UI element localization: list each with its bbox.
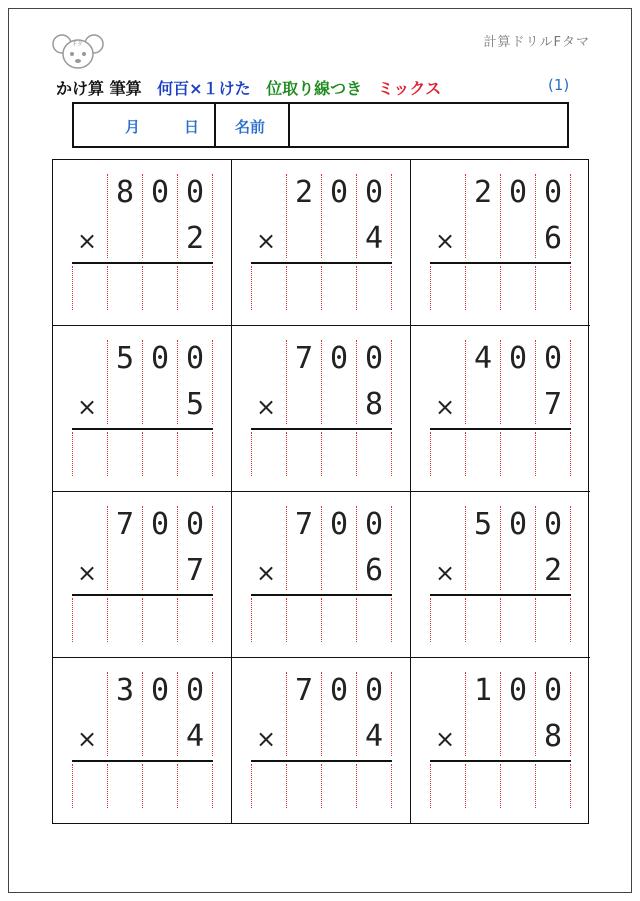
multiplicand-digit: 0 [329, 175, 349, 210]
title-part-guide: 位取り線つき [266, 79, 363, 98]
place-value-guide [570, 672, 571, 756]
multiplicand-digit: 0 [508, 175, 528, 210]
multiplicand-digit: 0 [185, 175, 205, 210]
multiplicand-digit: 1 [473, 673, 493, 708]
answer-area[interactable] [430, 764, 571, 808]
problem-cell [411, 326, 590, 492]
problem-cell [411, 492, 590, 658]
problem-cell [232, 492, 411, 658]
month-label: 月 [125, 118, 141, 136]
sheet-number: (1) [548, 76, 570, 94]
answer-line [430, 760, 571, 762]
times-sign: × [77, 227, 98, 255]
multiplicand-digit: 0 [150, 175, 170, 210]
name-field[interactable] [290, 104, 567, 146]
problem-cell [53, 160, 232, 326]
place-value-guide [391, 174, 392, 258]
multiplicand-digit: 0 [150, 673, 170, 708]
problem-cell [411, 658, 590, 824]
times-sign: × [77, 559, 98, 587]
multiplicand-digit: 0 [150, 507, 170, 542]
times-sign: × [256, 393, 277, 421]
multiplicand-digit: 4 [473, 341, 493, 376]
logo-text: Fタ [73, 41, 83, 48]
multiplicand-digit: 0 [150, 341, 170, 376]
multiplicand-digit: 0 [364, 507, 384, 542]
multiplicand-digit: 0 [185, 341, 205, 376]
name-date-box [72, 102, 569, 148]
brand-label: 計算ドリルFタマ [483, 35, 590, 50]
answer-area[interactable] [430, 432, 571, 476]
multiplier-digit: 2 [185, 221, 205, 256]
multiplier-digit: 8 [543, 719, 563, 754]
multiplicand-digit: 2 [473, 175, 493, 210]
answer-line [430, 428, 571, 430]
answer-line [72, 760, 213, 762]
multiplier-digit: 6 [364, 553, 384, 588]
answer-line [430, 262, 571, 264]
place-value-guide [391, 672, 392, 756]
mouse-face-icon [52, 32, 104, 72]
multiplicand-digit: 0 [185, 507, 205, 542]
multiplicand-digit: 0 [543, 673, 563, 708]
place-value-guide [570, 340, 571, 424]
multiplicand-digit: 7 [115, 507, 135, 542]
answer-area[interactable] [251, 432, 392, 476]
multiplicand-digit: 2 [294, 175, 314, 210]
problem-cell [53, 326, 232, 492]
name-label-cell [216, 104, 290, 146]
multiplicand-digit: 5 [115, 341, 135, 376]
answer-line [251, 428, 392, 430]
answer-line [72, 262, 213, 264]
place-value-guide [391, 506, 392, 590]
answer-line [251, 594, 392, 596]
multiplicand-digit: 0 [543, 507, 563, 542]
multiplicand-digit: 0 [508, 341, 528, 376]
multiplier-digit: 4 [185, 719, 205, 754]
times-sign: × [256, 227, 277, 255]
worksheet-title [56, 76, 451, 99]
multiplier-digit: 4 [364, 719, 384, 754]
problem-cell [411, 160, 590, 326]
multiplicand-digit: 0 [364, 673, 384, 708]
multiplicand-digit: 0 [543, 175, 563, 210]
answer-line [430, 594, 571, 596]
times-sign: × [77, 725, 98, 753]
title-part-mix: ミックス [377, 79, 442, 98]
multiplicand-digit: 0 [329, 673, 349, 708]
answer-line [251, 262, 392, 264]
place-value-guide [212, 672, 213, 756]
multiplicand-digit: 0 [543, 341, 563, 376]
answer-area[interactable] [251, 764, 392, 808]
multiplicand-digit: 0 [508, 673, 528, 708]
multiplier-digit: 8 [364, 387, 384, 422]
multiplicand-digit: 0 [364, 341, 384, 376]
multiplier-digit: 2 [543, 553, 563, 588]
times-sign: × [256, 559, 277, 587]
title-part-operation: かけ算 筆算 [56, 79, 142, 98]
multiplicand-digit: 0 [508, 507, 528, 542]
multiplier-digit: 5 [185, 387, 205, 422]
place-value-guide [212, 340, 213, 424]
times-sign: × [435, 559, 456, 587]
multiplier-digit: 7 [185, 553, 205, 588]
day-label: 日 [184, 118, 200, 136]
answer-area[interactable] [72, 598, 213, 642]
problem-cell [53, 658, 232, 824]
problem-cell [53, 492, 232, 658]
name-label: 名前 [235, 118, 266, 136]
answer-area[interactable] [430, 598, 571, 642]
place-value-guide [570, 174, 571, 258]
multiplier-digit: 7 [543, 387, 563, 422]
multiplicand-digit: 3 [115, 673, 135, 708]
answer-area[interactable] [251, 598, 392, 642]
answer-line [72, 594, 213, 596]
times-sign: × [435, 725, 456, 753]
answer-area[interactable] [430, 266, 571, 310]
place-value-guide [212, 174, 213, 258]
multiplier-digit: 6 [543, 221, 563, 256]
multiplicand-digit: 0 [329, 507, 349, 542]
title-part-type: 何百×１けた [157, 79, 251, 98]
place-value-guide [212, 506, 213, 590]
answer-area[interactable] [72, 266, 213, 310]
problem-cell [232, 326, 411, 492]
multiplicand-digit: 0 [364, 175, 384, 210]
problem-cell [232, 658, 411, 824]
problem-grid [52, 159, 589, 824]
answer-area[interactable] [251, 266, 392, 310]
multiplicand-digit: 7 [294, 673, 314, 708]
answer-line [72, 428, 213, 430]
answer-area[interactable] [72, 764, 213, 808]
multiplicand-digit: 8 [115, 175, 135, 210]
problem-cell [232, 160, 411, 326]
date-field[interactable] [74, 104, 216, 146]
times-sign: × [77, 393, 98, 421]
multiplicand-digit: 7 [294, 507, 314, 542]
multiplier-digit: 4 [364, 221, 384, 256]
times-sign: × [435, 393, 456, 421]
times-sign: × [435, 227, 456, 255]
multiplicand-digit: 5 [473, 507, 493, 542]
place-value-guide [570, 506, 571, 590]
place-value-guide [391, 340, 392, 424]
multiplicand-digit: 0 [185, 673, 205, 708]
times-sign: × [256, 725, 277, 753]
answer-line [251, 760, 392, 762]
multiplicand-digit: 7 [294, 341, 314, 376]
multiplicand-digit: 0 [329, 341, 349, 376]
answer-area[interactable] [72, 432, 213, 476]
